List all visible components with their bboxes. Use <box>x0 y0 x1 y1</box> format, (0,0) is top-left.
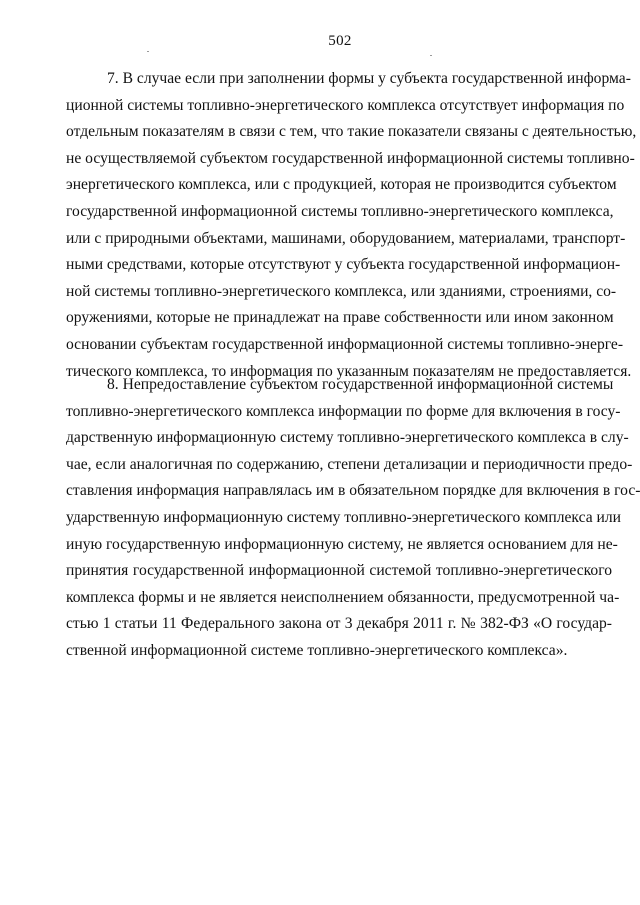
text-line: или с природными объектами, машинами, оборудованием, материалами, транспорт- <box>66 229 626 247</box>
text-line: государственной информационной системы топливно-энергетического комплекса, <box>66 202 614 220</box>
text-line: ционной системы топливно-энергетического комплекса отсутствует информация по <box>66 96 625 114</box>
text-line: тического комплекса, то информация по указанным показателям не предоставляется. <box>66 362 632 380</box>
text-line: топливно-энергетического комплекса информации по форме для включения в госу- <box>66 402 621 420</box>
text-line: ными средствами, которые отсутствуют у субъекта государственной информацион- <box>66 256 621 274</box>
paragraph-7 <box>66 66 637 385</box>
text-line: ной системы топливно-энергетического комплекса, или зданиями, строениями, со- <box>66 282 617 300</box>
text-line: дарственную информационную систему топливно-энергетического комплекса в слу- <box>66 429 629 447</box>
text-line: энергетического комплекса, или с продукцией, которая не производится субъектом <box>66 176 617 194</box>
paragraph-8 <box>66 372 640 665</box>
page-number: 502 <box>328 33 352 49</box>
scan-speck <box>430 55 432 56</box>
text-line: ственной информационной системе топливно-энергетического комплекса». <box>66 641 568 659</box>
text-line: стью 1 статьи 11 Федерального закона от 3 декабря 2011 г. № 382-ФЗ «О государ- <box>66 615 612 633</box>
text-line: принятия государственной информационной системой топливно-энергетического <box>66 562 612 580</box>
text-line: отдельным показателям в связи с тем, что такие показатели связаны с деятельностью, <box>66 123 637 141</box>
text-line: ставления информация направлялась им в обязательном порядке для включения в гос- <box>66 482 640 500</box>
text-line: иную государственную информационную систему, не является основанием для не- <box>66 535 618 553</box>
text-line: основании субъектам государственной информационной системы топливно-энерге- <box>66 335 624 353</box>
text-line: не осуществляемой субъектом государственной информационной системы топливно- <box>66 149 635 167</box>
text-line: 8. Непредоставление субъектом государственной информационной системы <box>107 376 614 393</box>
text-line: комплекса формы и не является неисполнением обязанности, предусмотренной ча- <box>66 588 620 606</box>
text-line: оружениями, которые не принадлежат на праве собственности или ином законном <box>66 309 614 327</box>
text-line: 7. В случае если при заполнении формы у субъекта государственной информа- <box>107 70 631 87</box>
scan-speck <box>147 51 149 52</box>
text-line: чае, если аналогичная по содержанию, степени детализации и периодичности предо- <box>66 455 633 473</box>
text-line: ударственную информационную систему топливно-энергетического комплекса или <box>66 508 622 526</box>
